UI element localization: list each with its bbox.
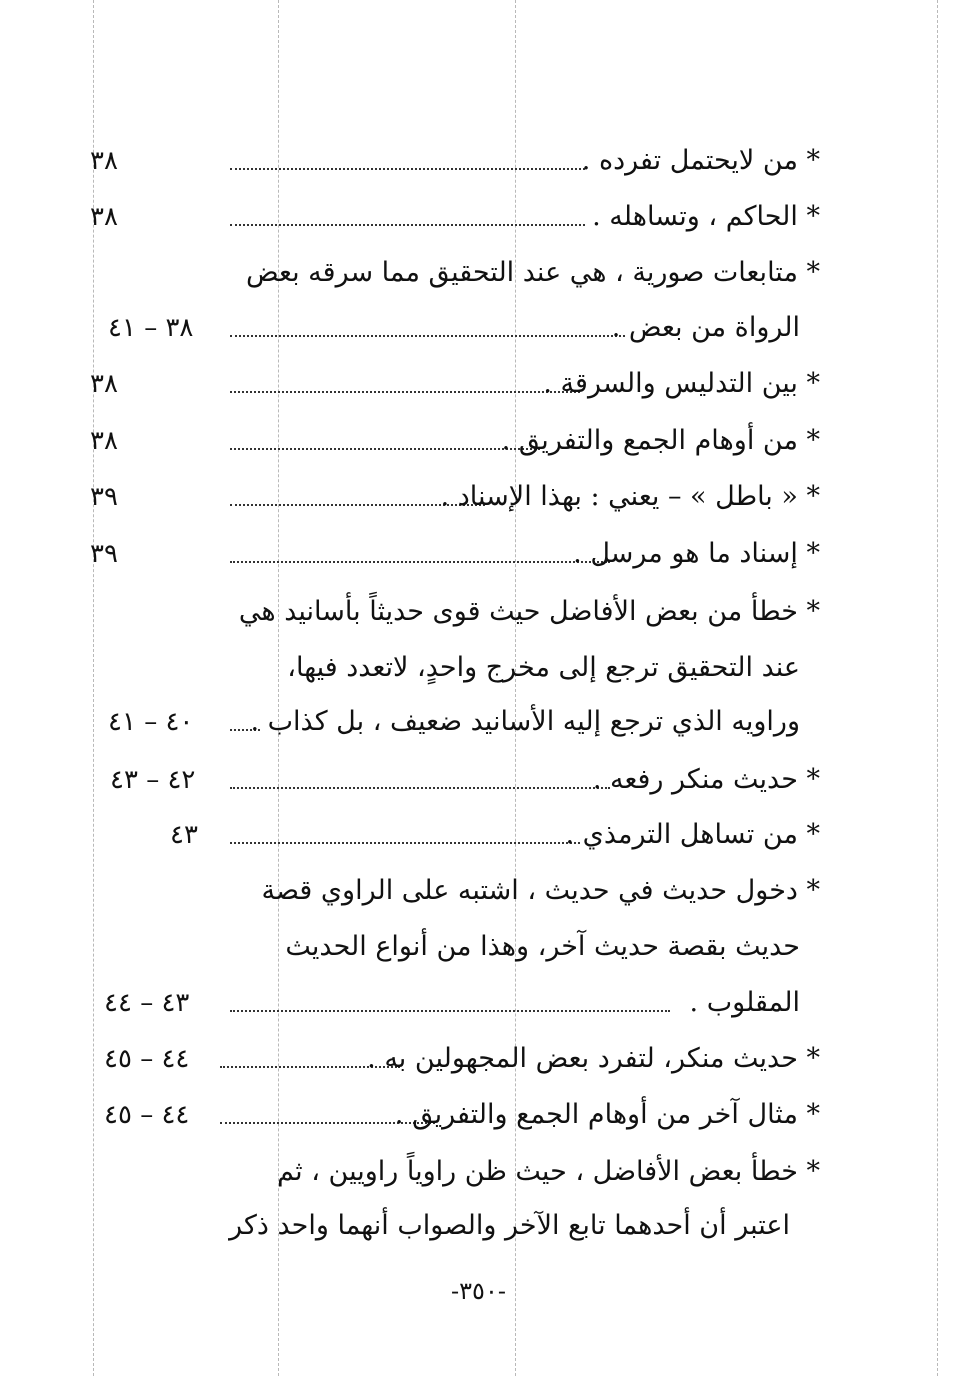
dot-leader xyxy=(230,391,580,393)
dot-leader xyxy=(230,335,625,337)
toc-entry xyxy=(90,477,820,517)
toc-entry xyxy=(90,364,820,404)
toc-entry xyxy=(90,702,820,742)
dot-leader xyxy=(230,561,610,563)
page-reference: ٣٩ xyxy=(90,482,118,512)
entry-text: * حديث منكر رفعه . xyxy=(592,764,820,795)
toc-entry xyxy=(90,308,820,348)
dot-leader xyxy=(230,842,580,844)
page-reference: ٣٨ xyxy=(90,202,118,232)
margin-line-right xyxy=(937,0,938,1376)
toc-entry xyxy=(90,871,820,911)
entry-text: * خطأ بعض الأفاضل ، حيث ظن راوياً راويين ، ثم xyxy=(277,1156,820,1187)
page-reference: ٣٨ xyxy=(90,146,118,176)
toc-entry xyxy=(90,1095,820,1135)
toc-entry xyxy=(90,1039,820,1079)
entry-text: المقلوب . xyxy=(689,987,800,1018)
page-reference: ٤٤ – ٤٥ xyxy=(104,1044,190,1074)
entry-text: * دخول حديث في حديث ، اشتبه على الراوي قصة xyxy=(261,875,820,906)
page-reference: ٣٨ xyxy=(90,426,118,456)
page-reference: ٤٠ – ٤١ xyxy=(108,707,194,737)
toc-entry xyxy=(90,421,820,461)
page-reference: ٤٣ – ٤٤ xyxy=(104,988,190,1018)
page-reference: ٤٢ – ٤٣ xyxy=(110,765,196,795)
dot-leader xyxy=(230,168,585,170)
dot-leader xyxy=(230,787,610,789)
toc-entry xyxy=(90,648,820,688)
entry-text: * الحاكم ، وتساهله . xyxy=(592,201,820,232)
entry-text: * بين التدليس والسرقة . xyxy=(543,368,820,399)
entry-text: * من تساهل الترمذي . xyxy=(565,819,820,850)
toc-entry xyxy=(90,253,820,293)
entry-text: حديث بقصة حديث آخر، وهذا من أنواع الحديث xyxy=(285,931,800,962)
dot-leader xyxy=(230,1010,670,1012)
page-reference: ٣٨ xyxy=(90,369,118,399)
entry-text: وراويه الذي ترجع إليه الأسانيد ضعيف ، بل كذاب . xyxy=(250,706,800,737)
toc-entry xyxy=(90,927,820,967)
entry-text: اعتبر أن أحدهما تابع الآخر والصواب أنهما واحد ذكر xyxy=(229,1210,790,1241)
page-reference: ٣٨ – ٤١ xyxy=(108,313,194,343)
toc-entry xyxy=(90,197,820,237)
dot-leader xyxy=(230,448,540,450)
entry-text: * من لايحتمل تفرده . xyxy=(581,145,820,176)
entry-text: * مثال آخر من أوهام الجمع والتفريق . xyxy=(394,1099,820,1130)
page-number: -٣٥٠- xyxy=(451,1277,506,1305)
toc-entry xyxy=(90,1152,820,1192)
dot-leader xyxy=(230,224,585,226)
toc-entry xyxy=(90,983,820,1023)
entry-text: * « باطل » – يعني : بهذا الإسناد . xyxy=(440,481,820,512)
toc-entry xyxy=(90,760,820,800)
entry-text: * متابعات صورية ، هي عند التحقيق مما سرقه بعض xyxy=(245,257,820,288)
toc-entry xyxy=(90,1206,820,1246)
entry-text: * خطأ من بعض الأفاضل حيث قوى حديثاً بأسانيد هي xyxy=(238,596,820,627)
entry-text: * حديث منكر، لتفرد بعض المجهولين به . xyxy=(367,1043,820,1074)
toc-entry xyxy=(90,534,820,574)
page-reference: ٤٤ – ٤٥ xyxy=(104,1100,190,1130)
entry-text: الرواة من بعض . xyxy=(611,312,800,343)
toc-entry xyxy=(90,141,820,181)
page-reference: ٤٣ xyxy=(170,820,198,850)
entry-text: عند التحقيق ترجع إلى مخرج واحدٍ، لاتعدد فيها، xyxy=(287,652,800,683)
entry-text: * إسناد ما هو مرسل . xyxy=(573,538,820,569)
entry-text: * من أوهام الجمع والتفريق . xyxy=(501,425,820,456)
page-reference: ٣٩ xyxy=(90,539,118,569)
toc-entry xyxy=(90,815,820,855)
toc-entry xyxy=(90,592,820,632)
